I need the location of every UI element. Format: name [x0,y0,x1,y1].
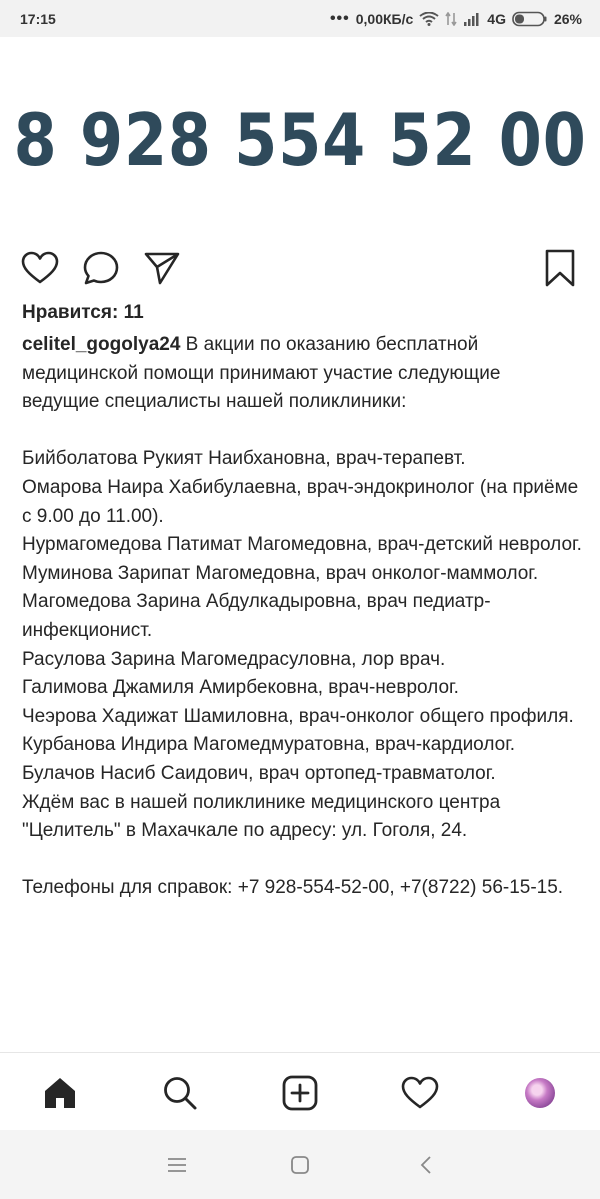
signal-icon [463,12,481,26]
tab-activity[interactable] [400,1073,440,1113]
share-button[interactable] [142,246,182,290]
wifi-icon [419,12,439,26]
status-speed: 0,00КБ/с [355,10,414,27]
tab-profile[interactable] [520,1073,560,1113]
status-bar [0,0,600,37]
status-dots: ••• [329,9,350,27]
home-icon [42,1075,78,1111]
post-actions [0,246,600,292]
back-icon [418,1155,434,1175]
status-network: 4G [487,10,506,27]
bookmark-icon [544,249,576,287]
tab-search[interactable] [160,1073,200,1113]
comment-button[interactable] [81,246,121,290]
home-nav-button[interactable] [287,1152,313,1178]
activity-icon [401,1076,439,1110]
menu-icon [166,1156,188,1174]
post-image[interactable] [0,37,600,237]
comment-icon [82,250,120,286]
bottom-tab-bar [0,1052,600,1131]
profile-avatar [525,1078,555,1108]
share-icon [143,250,181,286]
back-nav-button[interactable] [413,1152,439,1178]
new-post-icon [282,1075,318,1111]
battery-icon [512,11,548,27]
heart-icon [21,251,59,285]
like-button[interactable] [20,246,60,290]
tab-new-post[interactable] [280,1073,320,1113]
home-square-icon [290,1155,310,1175]
post-caption [22,331,582,903]
status-time: 17:15 [20,10,56,27]
status-indicators [330,10,582,28]
tab-home[interactable] [40,1073,80,1113]
likes-count[interactable]: Нравится: 11 [22,302,144,323]
caption-username[interactable]: celitel_gogolya24 [22,334,181,355]
save-button[interactable] [540,246,580,290]
caption-text: В акции по оказанию бесплатной медицинской помощи принимают участие следующие ведущие специалисты нашей поликлиники: Бийболатова Рукият Наибхановна, врач-терапевт. Омарова Наира Хабибулаевна, врач-эндокринолог (на приёме с 9.00 до 11.00). Нурмагомедова Патимат Магомедовна, врач-детский невролог. Муминова Зарипат Магомедовна, врач онколог-маммолог. Магомедова Зарина Абдулкадыровна, врач педиатр-инфекционист. Расулова Зарина Магомедрасуловна, лор врач. Галимова Джамиля Амирбековна, врач-невролог. Чеэрова Хадижат Шамиловна, врач-онколог общего профиля. Курбанова Индира Магомедмуратовна, врач-кардиолог. Булачов Насиб Саидович, врач ортопед-травматолог. Ждём вас в нашей поликлинике медицинского центра "Целитель" в Махачкале по адресу: ул. Гоголя, 24. Телефоны для справок: +7 928-554-52-00, +7(8722) 56-15-15. [22,334,582,899]
recent-apps-button[interactable] [164,1152,190,1178]
search-icon [162,1075,198,1111]
post-image-phone-number: 8 928 554 52 00 [13,98,587,182]
system-nav-bar [0,1130,600,1199]
battery-level: 26% [553,10,582,27]
data-arrows-icon [445,12,457,26]
